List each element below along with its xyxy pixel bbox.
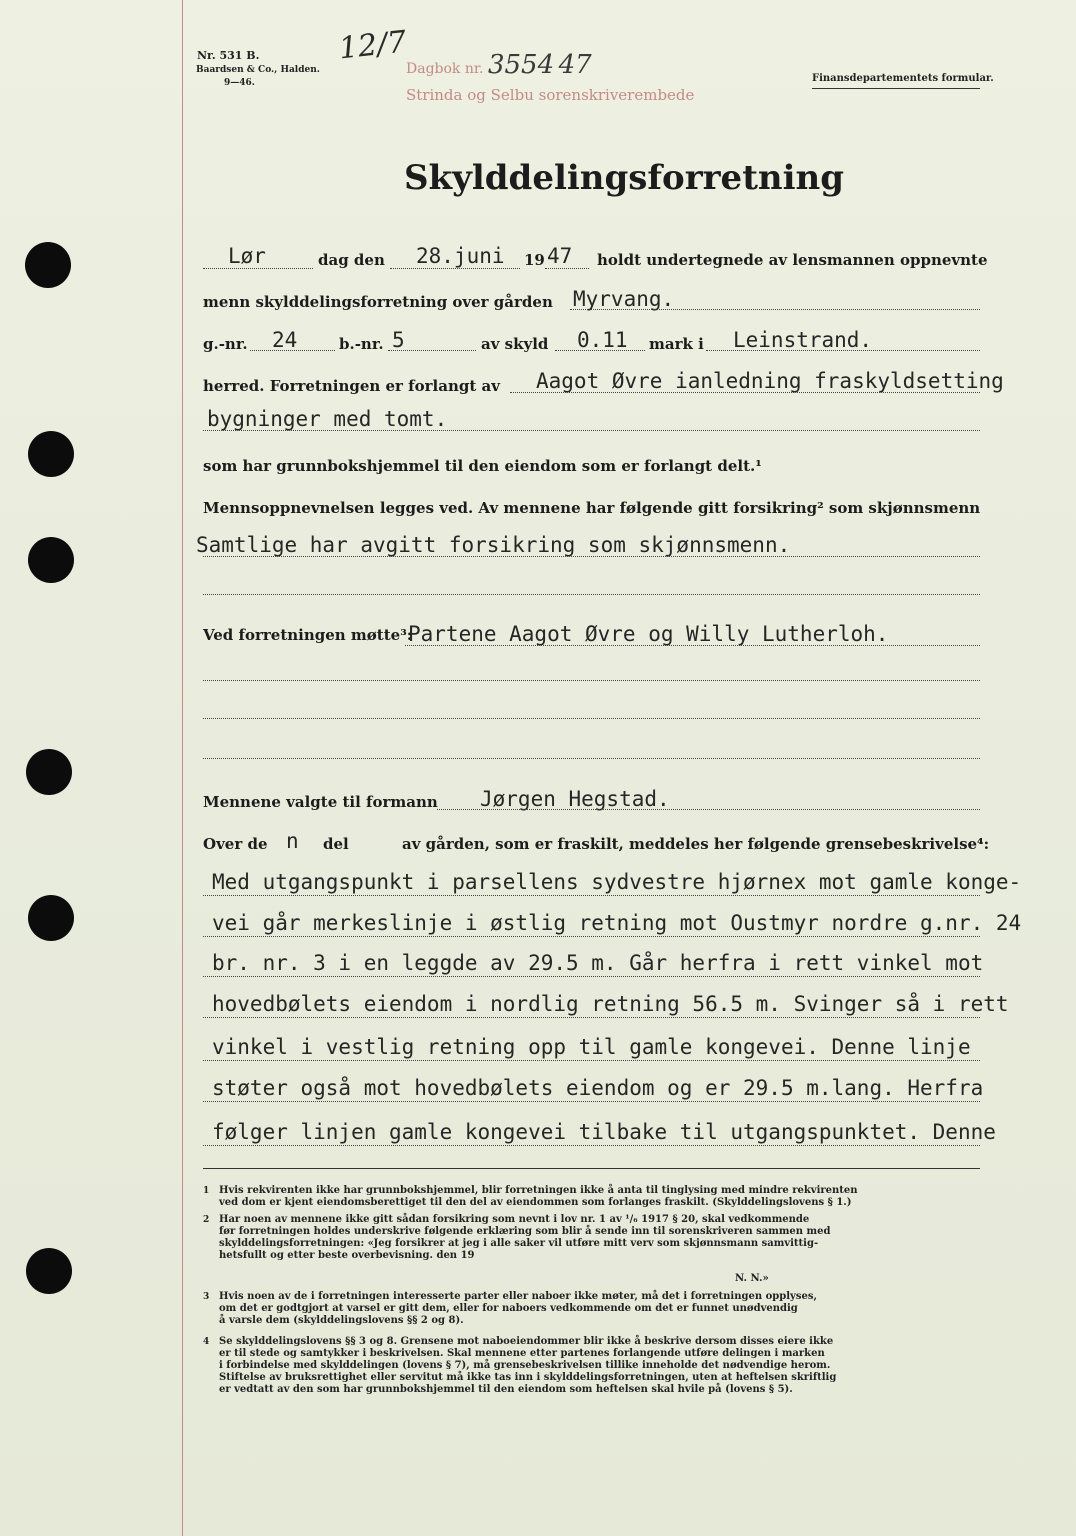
dotted-line — [405, 645, 980, 646]
requester-line-2: bygninger med tomt. — [207, 407, 448, 431]
footnote-number: 4 — [203, 1337, 210, 1347]
description-line: støter også mot hovedbølets eiendom og er 29.5 m.lang. Herfra — [212, 1076, 984, 1100]
skyld-value: 0.11 — [577, 328, 628, 352]
footnote-separator — [203, 1168, 980, 1169]
dotted-line — [388, 350, 476, 351]
stamp-journal-number: 3554 — [487, 50, 555, 80]
description-line: br. nr. 3 i en leggde av 29.5 m. Går herfra i rett vinkel mot — [212, 951, 984, 975]
label-formann: Mennene valgte til formann — [203, 793, 438, 811]
label-holdt: holdt undertegnede av lensmannen oppnevnte — [597, 251, 988, 269]
dotted-line — [203, 268, 313, 269]
dotted-line — [203, 556, 980, 557]
footnote-text: Se skylddelingslovens §§ 3 og 8. Grensene mot naboeiendommer blir ikke å beskrive dersom disses eiere ikke er til stede og samtykker i beskrivelsen. Skal mennene etter partenes forlangende utføre delingen i marken i forbindelse med skylddelingen (lovens § 7), må grensebeskrivelsen tillike inneholde det nødvendige herom. Stiftelse av bruksrettighet eller servitut må ikke tas inn i skylddelingsforretningen, uten at heftelsen skriftlig er vedtatt av den som har grunnbokshjemmel til den eiendom som heftelsen skal hvile på (lovens § 5). — [219, 1336, 837, 1395]
label-herred: herred. Forretningen er forlangt av — [203, 377, 500, 395]
label-year-prefix: 19 — [524, 251, 545, 269]
stamp-office: Strinda og Selbu sorenskriverembede — [406, 86, 695, 104]
ministry-form: Finansdepartementets formular. — [812, 73, 994, 84]
footnote-text: Hvis noen av de i forretningen interesserte parter eller naboer ikke møter, må det i forretningen opplyses, om det er godtgjort at varsel er gitt dem, eller for naboers vedkommende om det er funnet unødvendig å varsle dem (skylddelingslovens §§ 2 og 8). — [219, 1291, 817, 1326]
attendees: Partene Aagot Øvre og Willy Lutherloh. — [408, 622, 889, 646]
punch-hole — [25, 242, 71, 288]
dotted-line — [203, 976, 980, 977]
punch-hole — [28, 431, 74, 477]
description-line: hovedbølets eiendom i nordlig retning 56.5 m. Svinger så i rett — [212, 992, 1009, 1016]
dotted-line — [250, 350, 335, 351]
dotted-line — [510, 392, 980, 393]
dotted-line — [203, 895, 980, 896]
description-line: Med utgangspunkt i parsellens sydvestre hjørnex mot gamle konge- — [212, 870, 1022, 894]
punch-hole — [26, 1248, 72, 1294]
dotted-line — [203, 718, 980, 719]
footnote-number: 3 — [203, 1292, 210, 1302]
footnote-number: 2 — [203, 1215, 210, 1225]
label-menn: menn skylddelingsforretning over gården — [203, 293, 553, 311]
margin-rule — [182, 0, 183, 1536]
label-bnr: b.-nr. — [339, 335, 384, 353]
handwritten-date: 12/7 — [337, 24, 409, 67]
farm-name: Myrvang. — [573, 287, 675, 311]
dotted-line — [203, 430, 980, 431]
publisher: Baardsen & Co., Halden. — [196, 65, 320, 75]
footnote-text: Hvis rekvirenten ikke har grunnbokshjemmel, blir forretningen ikke å anta til tinglysing med mindre rekvirenten ved dom er kjent eiendomsberettiget til den del av eiendommen som forlanges fraskilt. (Skylddelingslovens § 1.) — [219, 1185, 858, 1208]
edition: 9—46. — [224, 78, 255, 88]
footnote-text: N. N.» — [735, 1273, 769, 1284]
label-dag-den: dag den — [318, 251, 385, 269]
dotted-line — [203, 936, 980, 937]
punch-hole — [26, 749, 72, 795]
description-line: vinkel i vestlig retning opp til gamle kongevei. Denne linje — [212, 1035, 971, 1059]
year-value: 47 — [547, 244, 573, 268]
stamp-journal — [406, 50, 592, 80]
label-grunnbok: som har grunnbokshjemmel til den eiendom som er forlangt delt.¹ — [203, 457, 762, 475]
weekday: Lør — [228, 244, 266, 268]
stamp-journal-year: 47 — [558, 50, 592, 80]
municipality: Leinstrand. — [733, 328, 873, 352]
dotted-line — [203, 758, 980, 759]
date-value: 28.juni — [416, 244, 505, 268]
dotted-line — [203, 1060, 980, 1061]
label-over-de: Over de — [203, 835, 268, 853]
label-mennsopp: Mennsoppnevnelsen legges ved. Av mennene har følgende gitt forsikring² som skjønnsmenn — [203, 499, 981, 517]
dotted-line — [203, 1101, 980, 1102]
dotted-line — [203, 1145, 980, 1146]
ministry-underline — [812, 88, 980, 89]
page-title: Skylddelingsforretning — [404, 158, 845, 198]
dotted-line — [706, 350, 980, 351]
label-motte: Ved forretningen møtte³: — [203, 626, 413, 644]
footnote-number: 1 — [203, 1186, 210, 1196]
requester-line-1: Aagot Øvre ianledning fraskyldsetting — [536, 369, 1004, 393]
del-letter: n — [286, 829, 299, 853]
dotted-line — [437, 809, 980, 810]
dotted-line — [390, 268, 520, 269]
formann-name: Jørgen Hegstad. — [480, 787, 670, 811]
forsikring-text: Samtlige har avgitt forsikring som skjønnsmenn. — [196, 533, 791, 557]
label-del: del — [323, 835, 349, 853]
bnr-value: 5 — [392, 328, 405, 352]
dotted-line — [203, 680, 980, 681]
punch-hole — [28, 537, 74, 583]
punch-hole — [28, 895, 74, 941]
label-av-garden: av gården, som er fraskilt, meddeles her følgende grensebeskrivelse⁴: — [402, 835, 990, 853]
label-gnr: g.-nr. — [203, 335, 248, 353]
gnr-value: 24 — [272, 328, 298, 352]
label-mark: mark i — [649, 335, 704, 353]
label-skyld: av skyld — [481, 335, 549, 353]
dotted-line — [570, 309, 980, 310]
description-line: følger linjen gamle kongevei tilbake til utgangspunktet. Denne — [212, 1120, 996, 1144]
dotted-line — [203, 594, 980, 595]
footnote-text: Har noen av mennene ikke gitt sådan forsikring som nevnt i lov nr. 1 av ¹/₆ 1917 § 20, skal vedkommende før forretningen holdes underskrive følgende erklæring som blir å sende inn til sorenskriveren sammen med skylddelingsforretningen: «Jeg forsikrer at jeg i alle saker vil utføre mitt verv som skjønnsmann samvittig- hetsfullt og etter beste overbevisning. den 19 — [219, 1214, 831, 1261]
stamp-journal-prefix: Dagbok nr. — [406, 61, 484, 77]
dotted-line — [555, 350, 645, 351]
dotted-line — [545, 268, 589, 269]
description-line: vei går merkeslinje i østlig retning mot Oustmyr nordre g.nr. 24 — [212, 911, 1022, 935]
dotted-line — [203, 1017, 980, 1018]
form-number: Nr. 531 B. — [197, 49, 260, 62]
